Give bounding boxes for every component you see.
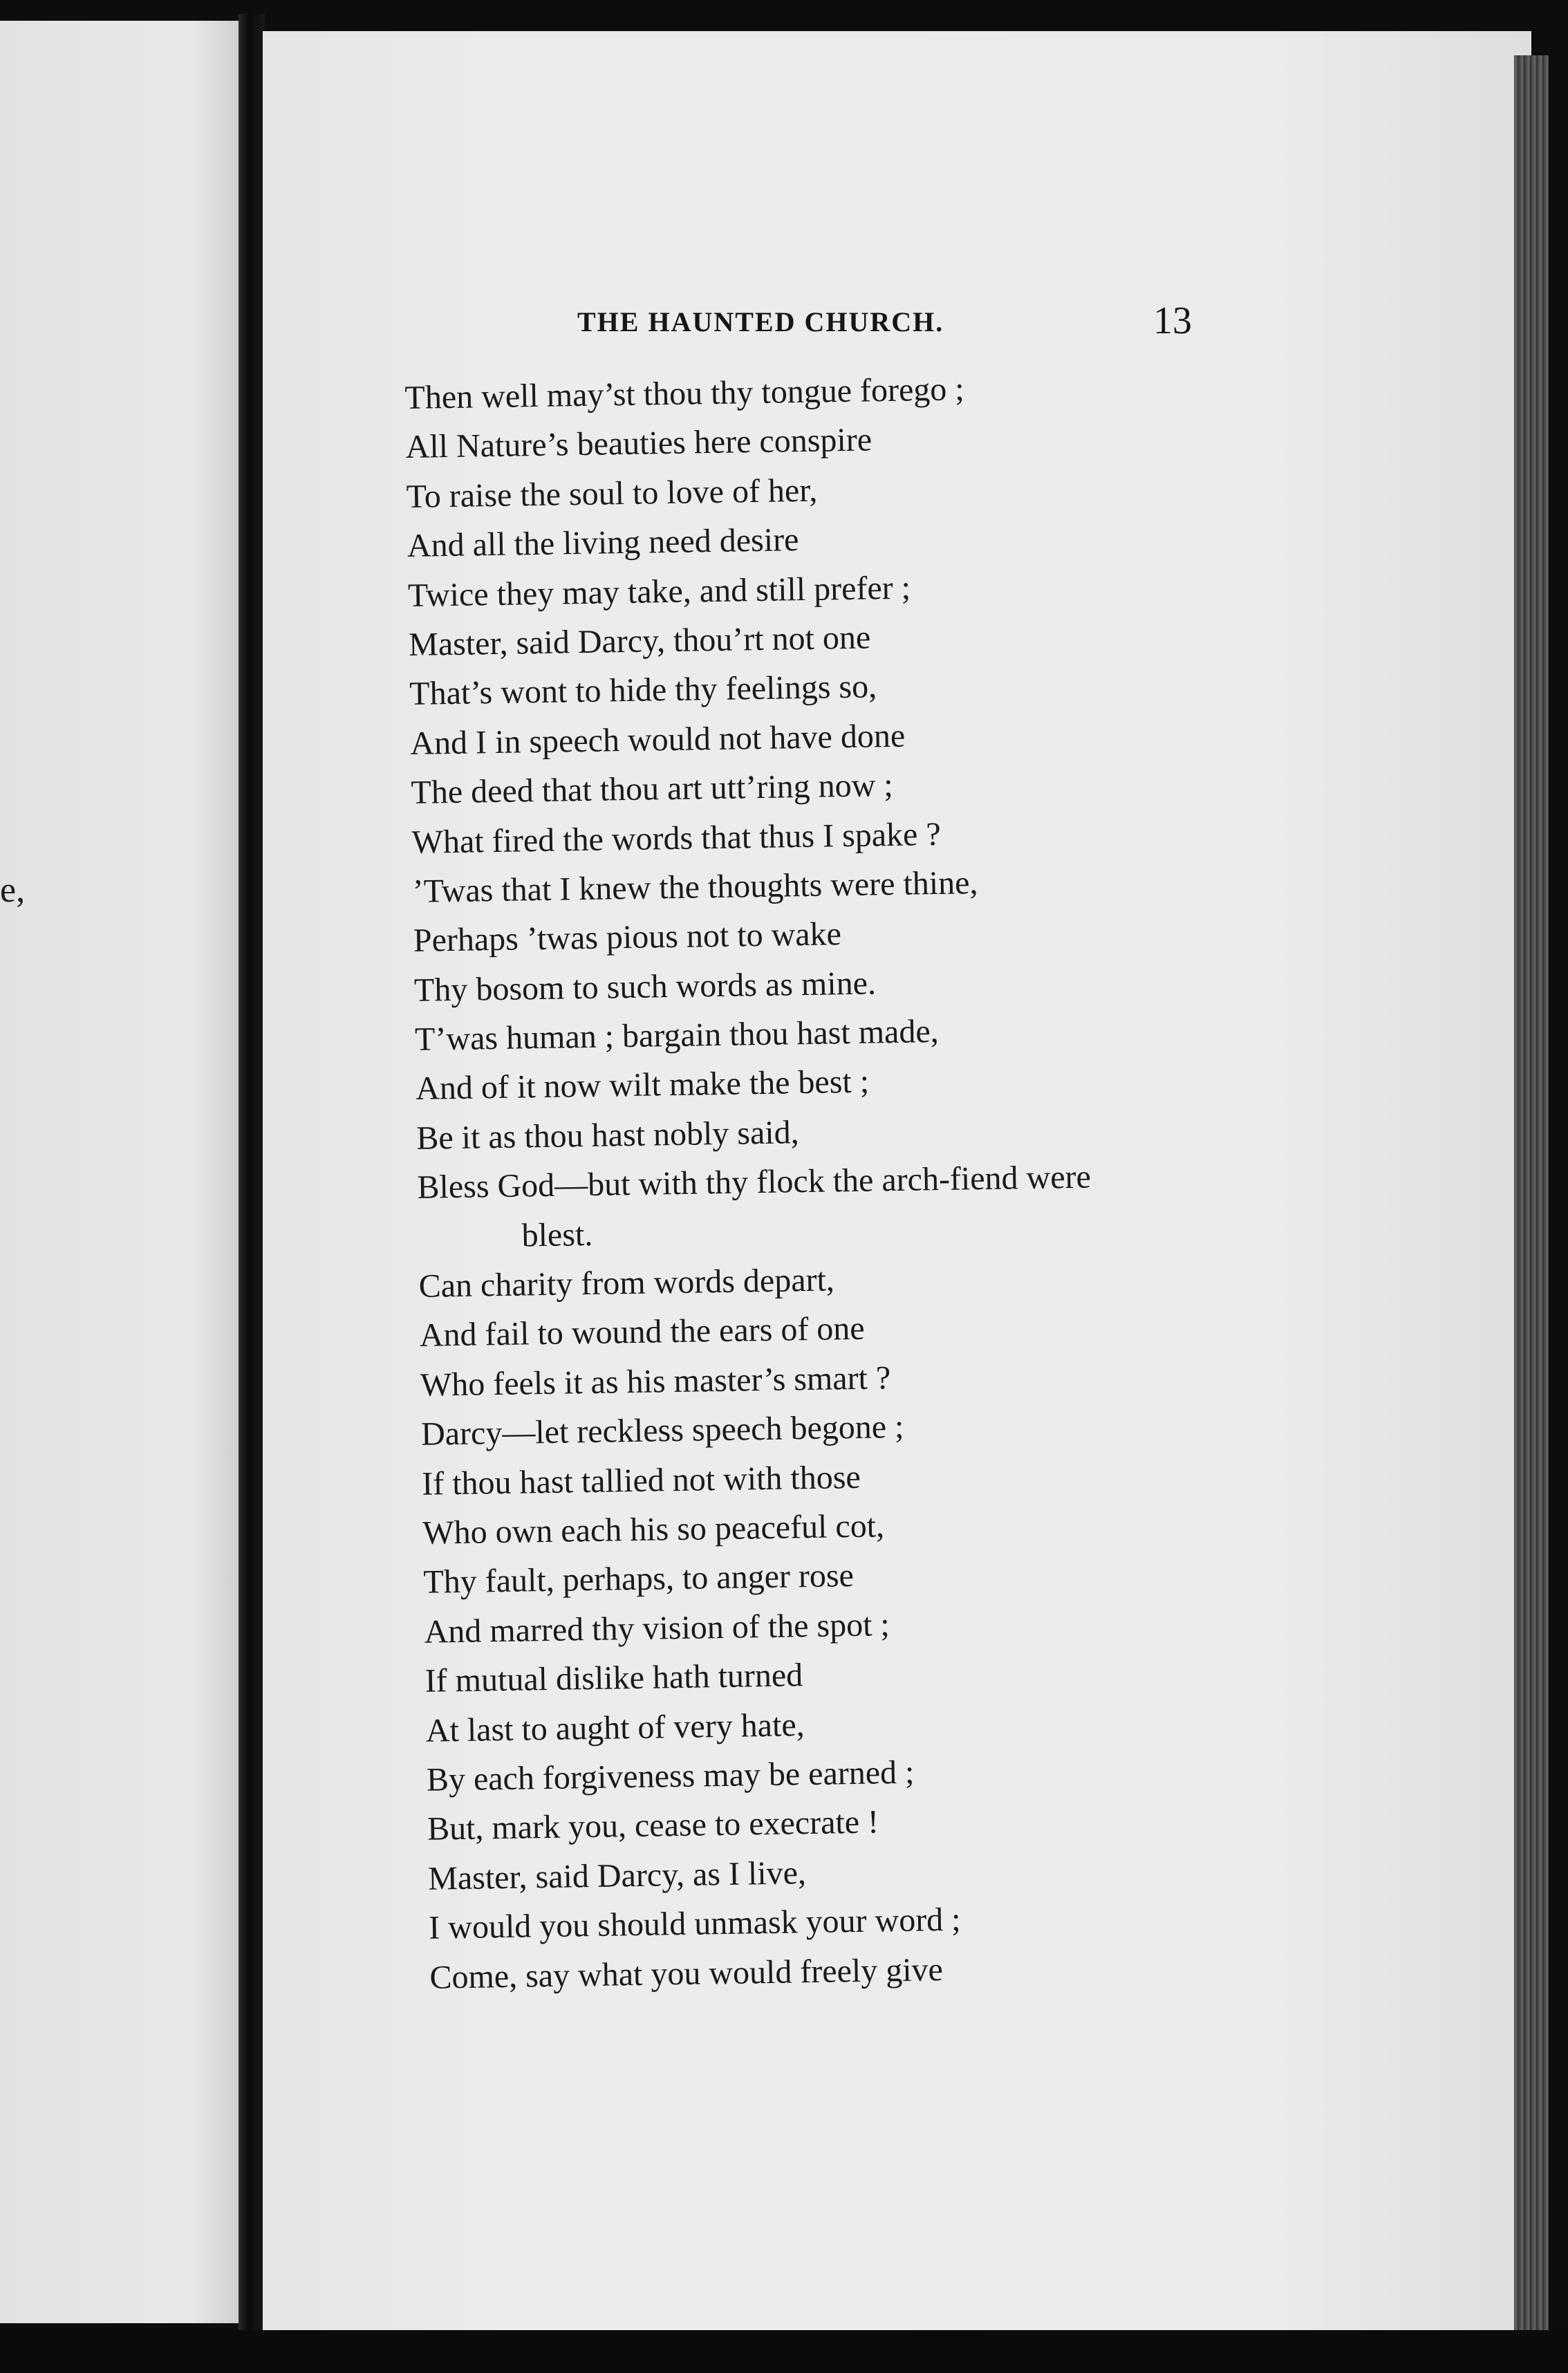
- poem-line: And I in speech would not have done: [409, 717, 906, 762]
- running-head: THE HAUNTED CHURCH.: [577, 306, 944, 337]
- poem-line: Thy bosom to such words as mine.: [413, 965, 877, 1009]
- poem-line: Who own each his so peaceful cot,: [422, 1507, 885, 1552]
- poem-line: Darcy—let reckless speech begone ;: [420, 1408, 904, 1453]
- poem-line: At last to aught of very hate,: [425, 1706, 805, 1749]
- poem-line-continuation: blest.: [521, 1216, 593, 1254]
- poem-line: If mutual dislike hath turned: [424, 1657, 803, 1700]
- poem-line: And marred thy vision of the spot ;: [424, 1606, 890, 1650]
- poem-line: The deed that thou art utt’ring now ;: [411, 767, 894, 812]
- poem-line: Who feels it as his master’s smart ?: [420, 1359, 891, 1404]
- poem-line: I would you should unmask your word ;: [428, 1901, 961, 1946]
- poem-text: [404, 356, 1536, 2002]
- scan-border: [0, 2330, 1568, 2373]
- poem-line: By each forgiveness may be earned ;: [426, 1753, 915, 1798]
- poem-line: Thy fault, perhaps, to anger rose: [423, 1557, 855, 1601]
- poem-line: If thou hast tallied not with those: [421, 1458, 861, 1502]
- poem-line: But, mark you, cease to execrate !: [427, 1803, 879, 1848]
- page-number: 13: [1153, 299, 1192, 342]
- poem-line: Perhaps ’twas pious not to wake: [413, 915, 842, 960]
- left-page: [0, 21, 239, 2323]
- poem-line: Bless God—but with thy flock the arch-fiend were: [417, 1158, 1092, 1207]
- poem-line: Can charity from words depart,: [418, 1261, 835, 1305]
- poem-line: And of it now wilt make the best ;: [415, 1063, 870, 1108]
- poem-line: Master, said Darcy, thou’rt not one: [408, 619, 871, 663]
- poem-line: And all the living need desire: [407, 521, 799, 565]
- poem-line: T’was human ; bargain thou hast made,: [414, 1013, 940, 1058]
- poem-line: What fired the words that thus I spake ?: [411, 815, 942, 861]
- poem-line: Master, said Darcy, as I live,: [427, 1854, 807, 1897]
- poem-line: ’Twas that I knew the thoughts were thine,: [412, 864, 978, 910]
- poem-line: To raise the soul to love of her,: [406, 472, 818, 515]
- poem-line: Be it as thou hast nobly said,: [416, 1114, 800, 1157]
- poem-line: Twice they may take, and still prefer ;: [407, 569, 911, 614]
- book-gutter: [239, 14, 265, 2330]
- poem-line: All Nature’s beauties here conspire: [405, 421, 872, 466]
- poem-line: And fail to wound the ears of one: [419, 1310, 866, 1355]
- left-page-text-fragment: e,: [0, 871, 26, 910]
- poem-line: That’s wont to hide thy feelings so,: [409, 668, 877, 713]
- poem-line: Then well may’st thou thy tongue forego ;: [404, 371, 965, 416]
- poem-line: Come, say what you would freely give: [429, 1951, 944, 1996]
